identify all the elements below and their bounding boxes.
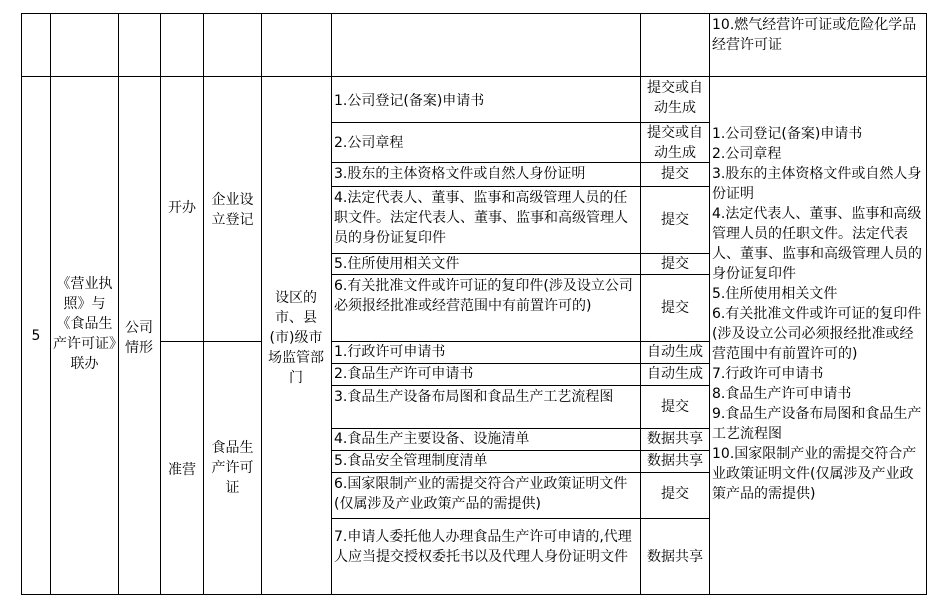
material-method: 提交 <box>661 166 689 182</box>
material-method: 提交 <box>661 300 689 316</box>
material-method: 数据共享 <box>647 431 703 447</box>
row-number: 5 <box>31 328 41 344</box>
material-method: 提交 <box>661 256 689 272</box>
row-divider <box>21 76 927 77</box>
matter-food-license: 食品生产许可证 <box>211 440 254 496</box>
combined-materials: 1.公司登记(备案)申请书 2.公司章程 3.股东的主体资格文件或自然人身份证明 4.法定代表人、董事、监事和高级管理人员的任职文件。法定代表人、董事、监事和高级管理人员的身份证复印件 5.住所使用相关文件 6.有关批准文件或许可证的复印件(涉及设立公司必须报经批准或经营范围中有前置许可的) 7.行政许可申请书 8.食品生产许可申请书 9.食品生产设备布局图和食品生产工艺流程图 10.国家限制产业的需提交符合产业政策证明文件(仅属涉及产业政策产品的需提供) <box>712 126 922 502</box>
material-divider <box>331 274 709 275</box>
material-method: 自动生成 <box>647 366 703 382</box>
scenario: 公司情形 <box>125 320 153 356</box>
material-divider <box>331 472 709 473</box>
material-item: 2.食品生产许可申请书 <box>334 366 474 382</box>
material-item: 3.股东的主体资格文件或自然人身份证明 <box>334 166 586 182</box>
material-item: 4.法定代表人、董事、监事和高级管理人员的任职文件。法定代表人、董事、监事和高级管理人员的身份证复印件 <box>334 190 628 246</box>
material-item: 7.申请人委托他人办理食品生产许可申请的,代理人应当提交授权委托书以及代理人身份证明文件 <box>334 529 632 565</box>
material-method: 提交 <box>661 486 689 502</box>
right-border <box>926 13 927 595</box>
material-item: 3.食品生产设备布局图和食品生产工艺流程图 <box>334 389 614 405</box>
material-item: 1.行政许可申请书 <box>334 344 446 360</box>
top-border <box>21 13 927 14</box>
col-divider <box>709 13 710 595</box>
col-divider <box>118 13 119 595</box>
material-method: 提交 <box>661 212 689 228</box>
col-divider <box>160 13 161 595</box>
material-item: 4.食品生产主要设备、设施清单 <box>334 431 530 447</box>
phase-operate: 准营 <box>168 462 196 478</box>
top-row-materials: 10.燃气经营许可证或危险化学品经营许可证 <box>712 17 917 53</box>
col-divider <box>203 13 204 595</box>
matter-business-registration: 企业设立登记 <box>211 192 254 228</box>
material-item: 6.国家限制产业的需提交符合产业政策证明文件(仅属涉及产业政策产品的需提供) <box>334 476 628 512</box>
material-method: 提交 <box>661 399 689 415</box>
left-border <box>21 13 22 595</box>
phase-open: 开办 <box>168 200 196 216</box>
department: 设区的市、县(市)级市场监管部门 <box>268 290 324 386</box>
table-bottom-border <box>21 594 927 595</box>
material-method: 自动生成 <box>647 344 703 360</box>
item-name: 《营业执照》与《食品生产许可证》联办 <box>53 276 116 372</box>
col-divider <box>331 13 332 595</box>
material-item: 1.公司登记(备案)申请书 <box>334 93 485 109</box>
phase-divider <box>160 341 261 342</box>
material-divider <box>331 385 709 386</box>
material-item: 5.住所使用相关文件 <box>334 256 460 272</box>
material-divider <box>331 518 709 519</box>
material-divider <box>331 186 709 187</box>
material-item: 5.食品安全管理制度清单 <box>334 453 488 469</box>
material-method: 数据共享 <box>647 549 703 565</box>
col-divider <box>261 13 262 595</box>
col-divider <box>640 13 641 595</box>
material-item: 6.有关批准文件或许可证的复印件(涉及设立公司必须报经批准或经营范围中有前置许可的) <box>334 278 633 314</box>
material-item: 2.公司章程 <box>334 135 404 151</box>
material-method: 提交或自动生成 <box>647 80 703 116</box>
col-divider <box>50 13 51 595</box>
material-method: 提交或自动生成 <box>647 125 703 161</box>
material-method: 数据共享 <box>647 453 703 469</box>
